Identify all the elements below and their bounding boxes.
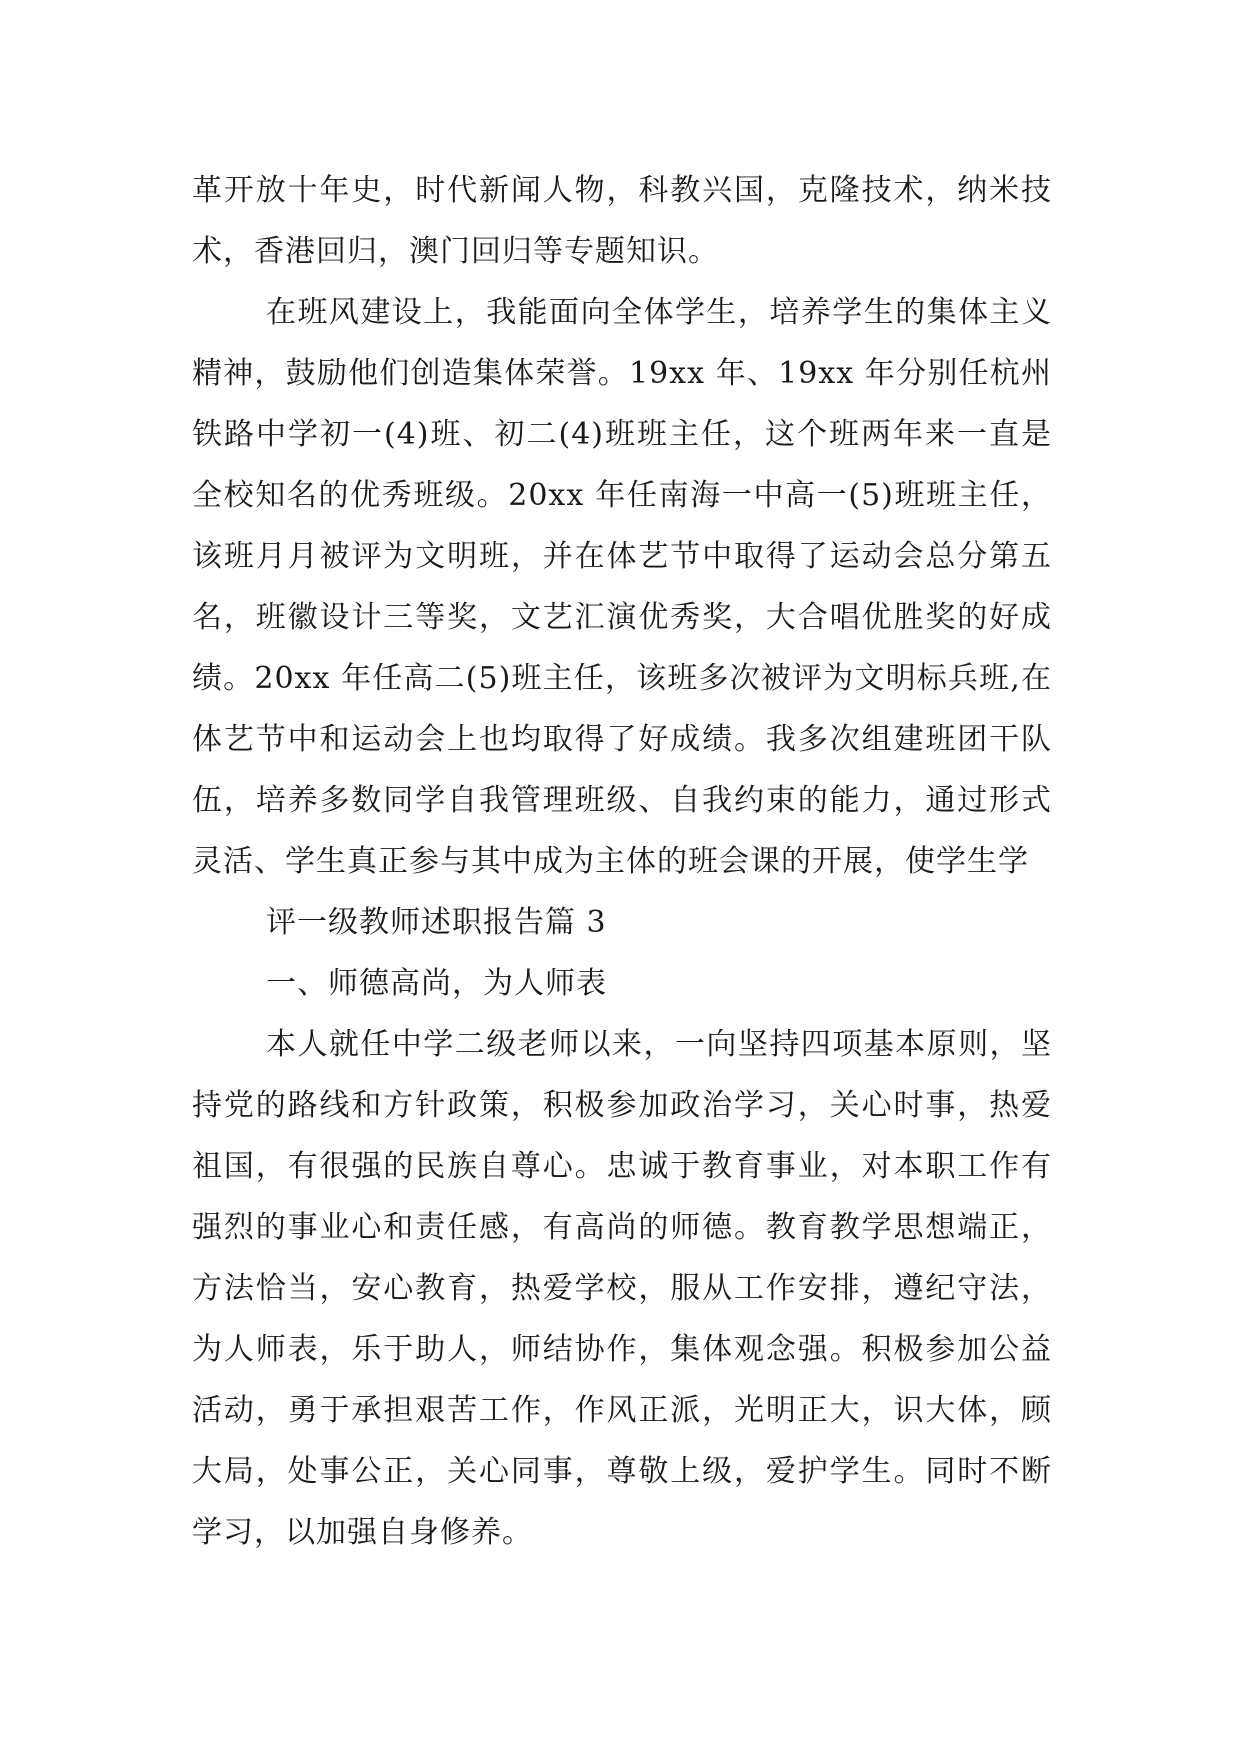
paragraph-ethics: 本人就任中学二级老师以来，一向坚持四项基本原则，坚持党的路线和方针政策，积极参加政治学习，关心时事，热爱祖国，有很强的民族自尊心。忠诚于教育事业，对本职工作有强烈的事业心和责任感，有高尚的师德。教育教学思想端正，方法恰当，安心教育，热爱学校，服从工作安排，遵纪守法，为人师表，乐于助人，师结协作，集体观念强。积极参加公益活动，勇于承担艰苦工作，作风正派，光明正大，识大体，顾大局，处事公正，关心同事，尊敬上级，爱护学生。同时不断学习，以加强自身修养。 [192,1027,1052,1550]
subsection-heading: 一、师德高尚，为人师表 [266,966,607,1001]
section-title: 评一级教师述职报告篇 3 [266,905,607,940]
paragraph-continuation: 革开放十年史，时代新闻人物，科教兴国，克隆技术，纳米技术，香港回归，澳门回归等专题知识。 [192,173,1052,269]
document-body [192,160,1052,1563]
paragraph-class-building: 在班风建设上，我能面向全体学生，培养学生的集体主义精神，鼓励他们创造集体荣誉。19xx 年、19xx 年分别任杭州铁路中学初一(4)班、初二(4)班班主任，这个班两年来一直是全校知名的优秀班级。20xx 年任南海一中高一(5)班班主任，该班月月被评为文明班，并在体艺节中取得了运动会总分第五名，班徽设计三等奖，文艺汇演优秀奖，大合唱优胜奖的好成绩。20xx 年任高二(5)班主任，该班多次被评为文明标兵班,在体艺节中和运动会上也均取得了好成绩。我多次组建班团干队伍，培养多数同学自我管理班级、自我约束的能力，通过形式灵活、学生真正参与其中成为主体的班会课的开展，使学生学 [192,295,1052,879]
